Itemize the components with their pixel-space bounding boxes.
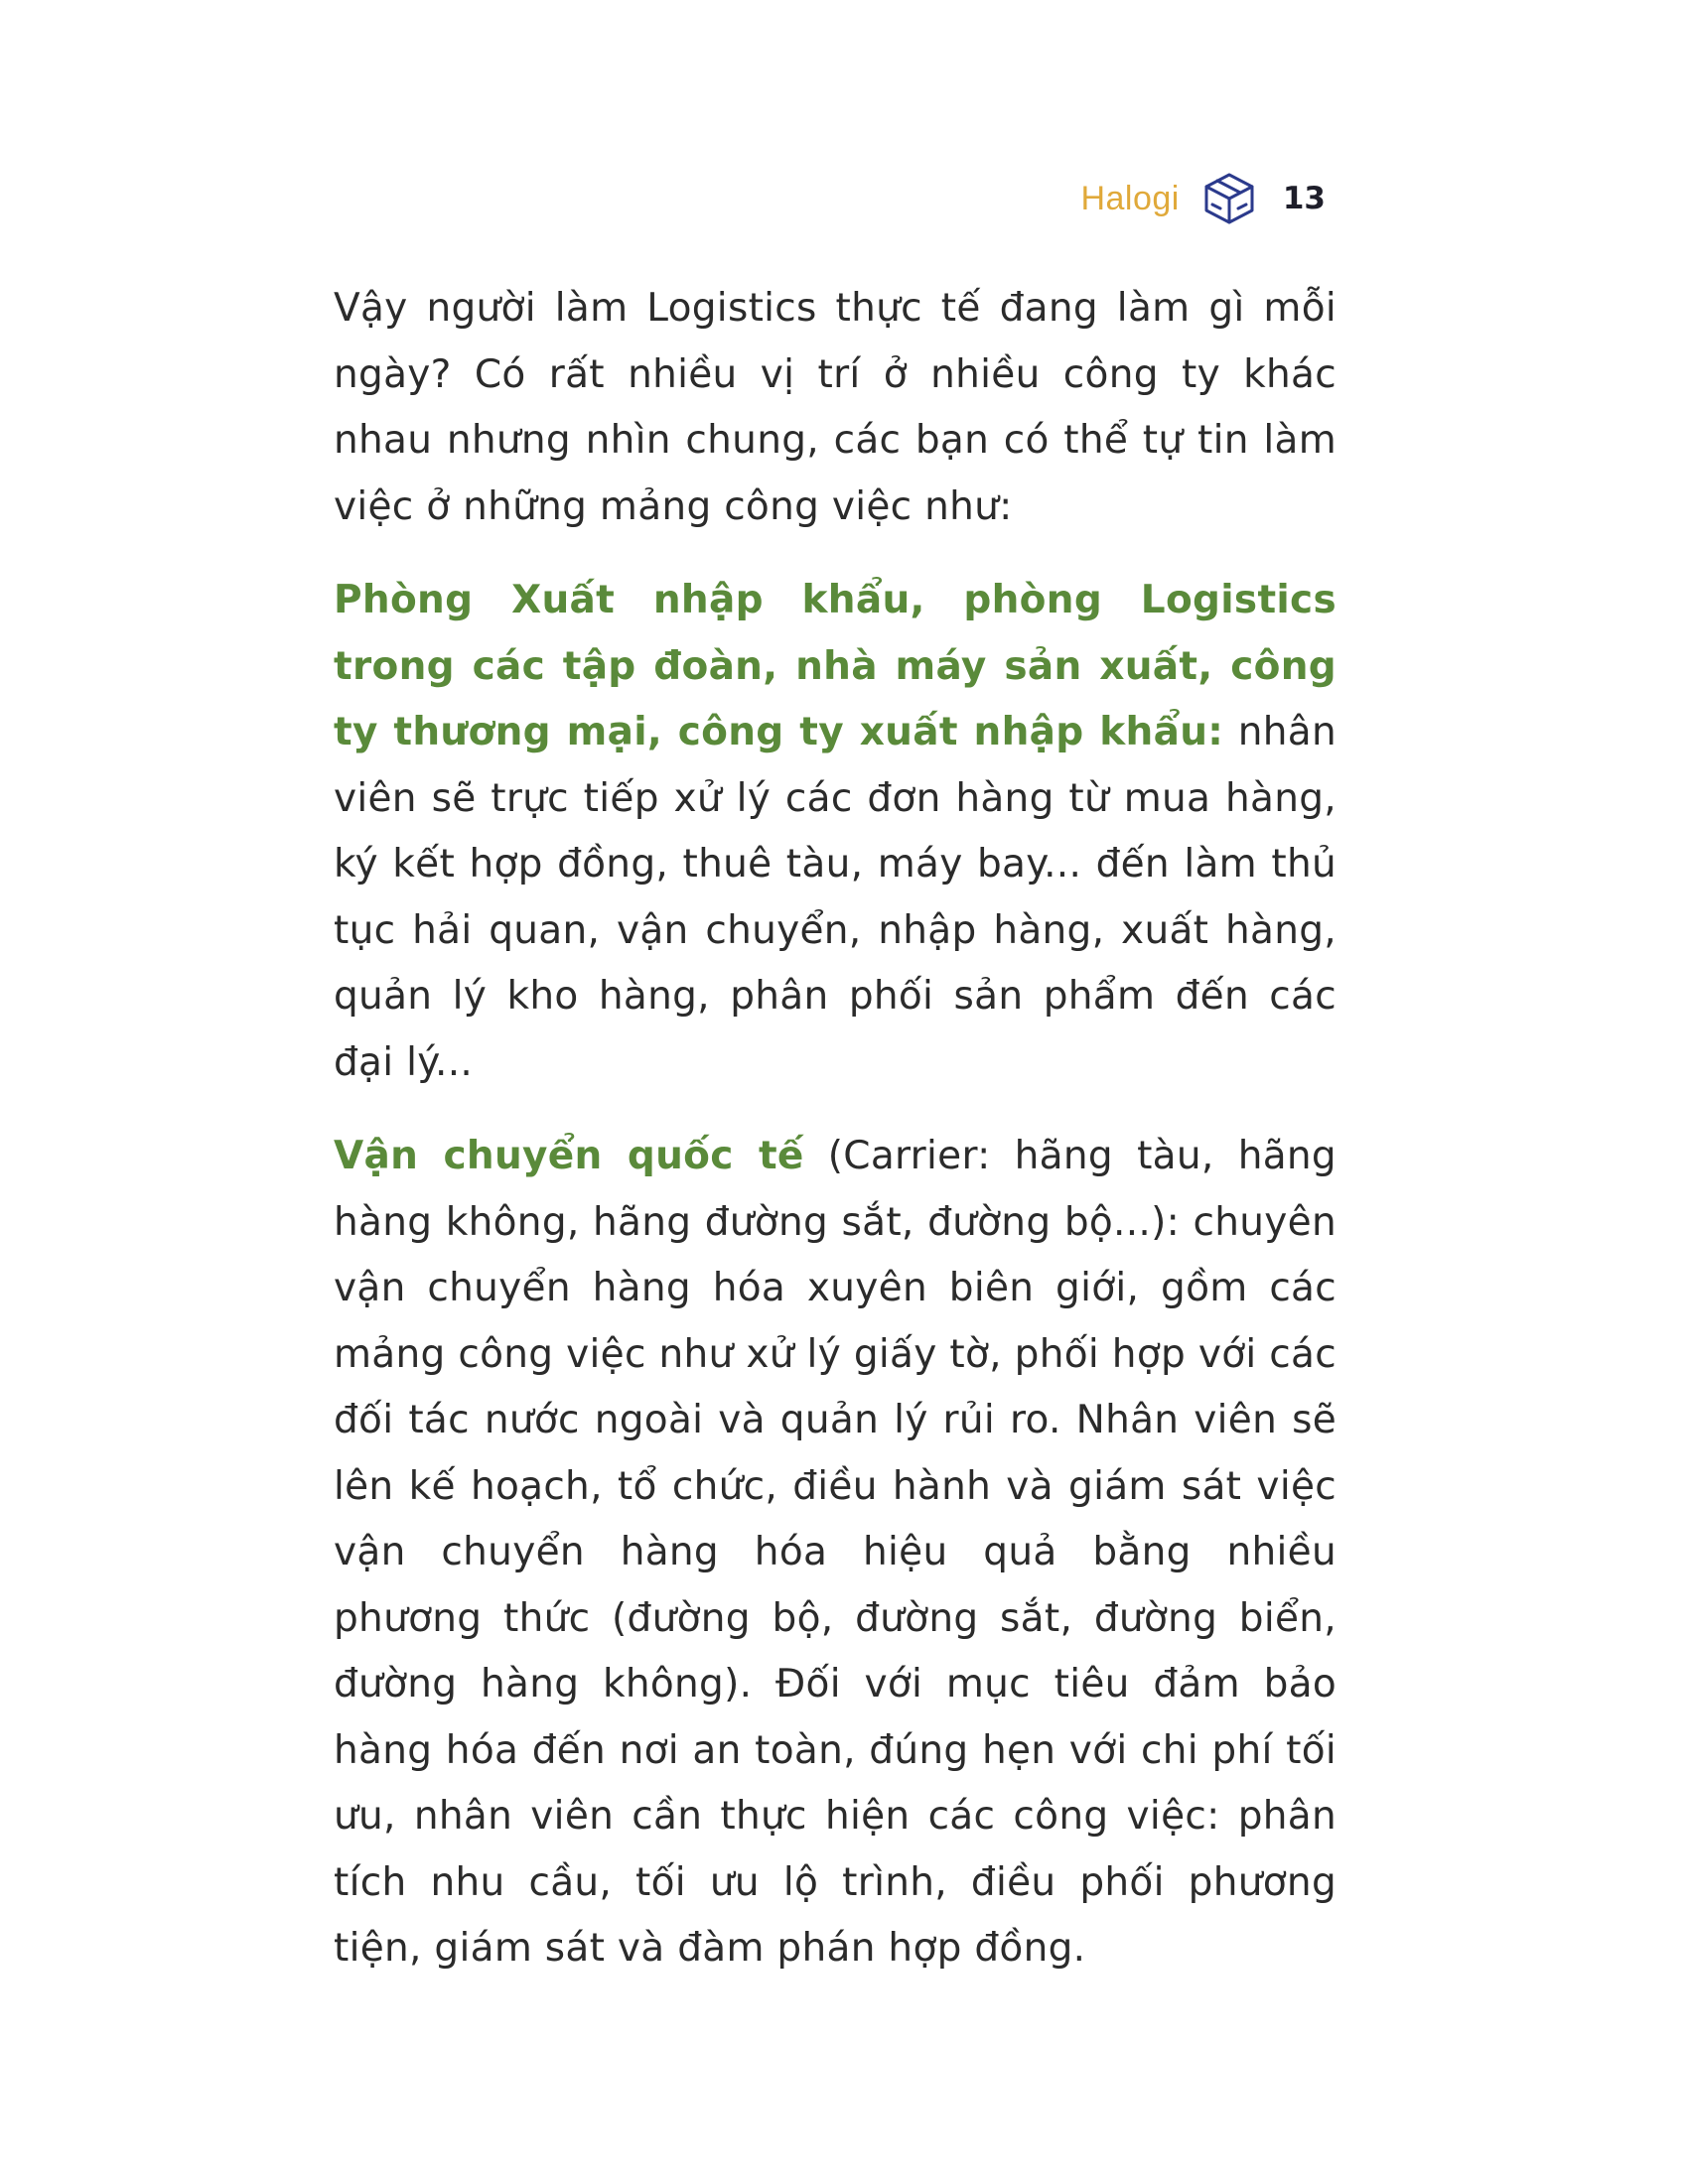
brand-name: Halogi — [1080, 179, 1180, 217]
international-transport-body: (Carrier: hãng tàu, hãng hàng không, hãng đường sắt, đường bộ...): chuyên vận chuyển hàng hóa xuyên biên giới, gồm các mảng công việc như xử lý giấy tờ, phối hợp với các đối tác nước ngoài và quản lý rủi ro. Nhân viên sẽ lên kế hoạch, tổ chức, điều hành và giám sát việc vận chuyển hàng hóa hiệu quả bằng nhiều phương thức (đường bộ, đường sắt, đường biển, đường hàng không). Đối với mục tiêu đảm bảo hàng hóa đến nơi an toàn, đúng hẹn với chi phí tối ưu, nhân viên cần thực hiện các công việc: phân tích nhu cầu, tối ưu lộ trình, điều phối phương tiện, giám sát và đàm phán hợp đồng. — [334, 1134, 1336, 1971]
box-icon — [1201, 171, 1257, 226]
intro-paragraph: Vậy người làm Logistics thực tế đang làm gì mỗi ngày? Có rất nhiều vị trí ở nhiều công ty khác nhau nhưng nhìn chung, các bạn có thể tự tin làm việc ở những mảng công việc như: — [334, 286, 1336, 529]
import-export-body: nhân viên sẽ trực tiếp xử lý các đơn hàng từ mua hàng, ký kết hợp đồng, thuê tàu, máy bay... đến làm thủ tục hải quan, vận chuyển, nhập hàng, xuất hàng, quản lý kho hàng, phân phối sản phẩm đến các đại lý... — [334, 710, 1337, 1085]
page-number: 13 — [1282, 181, 1326, 216]
page-body — [334, 276, 1336, 2010]
international-transport-heading: Vận chuyển quốc tế — [334, 1134, 804, 1178]
international-transport-paragraph — [334, 1124, 1336, 1982]
import-export-paragraph — [334, 568, 1336, 1096]
page-header — [1080, 169, 1326, 228]
import-export-heading: Phòng Xuất nhập khẩu, phòng Logistics trong các tập đoàn, nhà máy sản xuất, công ty thương mại, công ty xuất nhập khẩu: — [334, 578, 1336, 754]
